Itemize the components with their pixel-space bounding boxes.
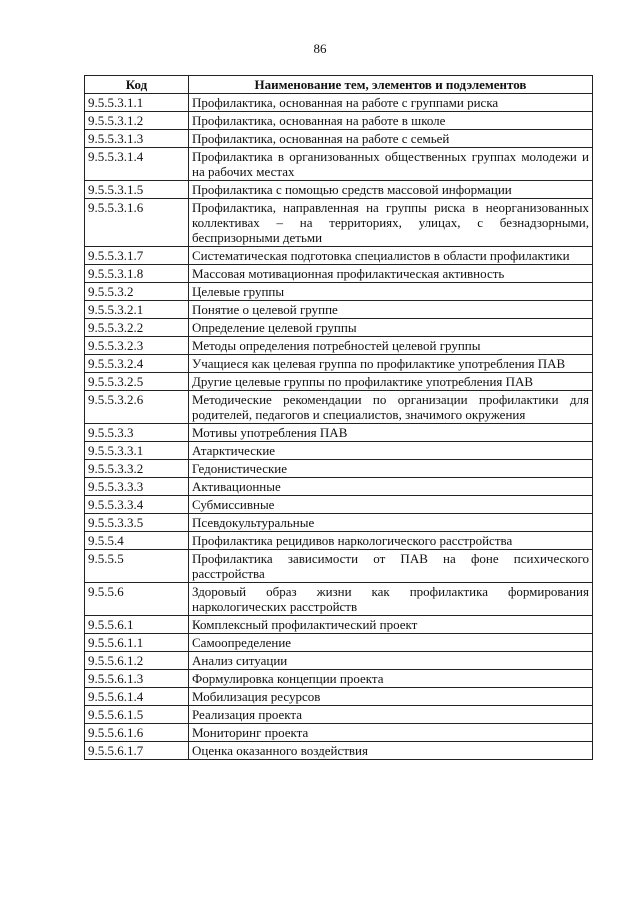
row-topic-name: Мониторинг проекта — [189, 724, 593, 742]
row-code: 9.5.5.3.2.3 — [85, 337, 189, 355]
table-row — [85, 724, 593, 742]
row-code: 9.5.5.3.1.7 — [85, 247, 189, 265]
row-code: 9.5.5.3.1.2 — [85, 112, 189, 130]
row-code: 9.5.5.3.1.4 — [85, 148, 189, 181]
row-code: 9.5.5.6 — [85, 583, 189, 616]
row-topic-name: Здоровый образ жизни как профилактика формирования наркологических расстройств — [189, 583, 593, 616]
row-topic-name: Профилактика, основанная на работе с группами риска — [189, 94, 593, 112]
row-topic-name: Псевдокультуральные — [189, 514, 593, 532]
row-topic-name: Профилактика рецидивов наркологического расстройства — [189, 532, 593, 550]
table-row — [85, 112, 593, 130]
table-row — [85, 583, 593, 616]
row-topic-name: Мотивы употребления ПАВ — [189, 424, 593, 442]
row-code: 9.5.5.3.2.5 — [85, 373, 189, 391]
row-topic-name: Определение целевой группы — [189, 319, 593, 337]
row-topic-name: Активационные — [189, 478, 593, 496]
row-topic-name: Оценка оказанного воздействия — [189, 742, 593, 760]
table-row — [85, 424, 593, 442]
table-row — [85, 706, 593, 724]
table-header-row — [85, 76, 593, 94]
row-topic-name: Целевые группы — [189, 283, 593, 301]
row-code: 9.5.5.6.1.3 — [85, 670, 189, 688]
row-topic-name: Методические рекомендации по организации профилактики для родителей, педагогов и специалистов, значимого окружения — [189, 391, 593, 424]
row-code: 9.5.5.3.1.3 — [85, 130, 189, 148]
row-topic-name: Профилактика в организованных общественных группах молодежи и на рабочих местах — [189, 148, 593, 181]
row-code: 9.5.5.3.1.8 — [85, 265, 189, 283]
row-topic-name: Анализ ситуации — [189, 652, 593, 670]
table-row — [85, 496, 593, 514]
table-row — [85, 442, 593, 460]
table-row — [85, 616, 593, 634]
row-topic-name: Профилактика зависимости от ПАВ на фоне психического расстройства — [189, 550, 593, 583]
row-code: 9.5.5.6.1 — [85, 616, 189, 634]
table-row — [85, 532, 593, 550]
row-code: 9.5.5.3.1.6 — [85, 199, 189, 247]
row-topic-name: Профилактика, основанная на работе с семьей — [189, 130, 593, 148]
table-row — [85, 688, 593, 706]
row-topic-name: Учащиеся как целевая группа по профилактике употребления ПАВ — [189, 355, 593, 373]
row-topic-name: Гедонистические — [189, 460, 593, 478]
row-code: 9.5.5.6.1.4 — [85, 688, 189, 706]
table-row — [85, 634, 593, 652]
table-row — [85, 355, 593, 373]
table-row — [85, 319, 593, 337]
row-topic-name: Атарктические — [189, 442, 593, 460]
row-code: 9.5.5.3.3.2 — [85, 460, 189, 478]
row-code: 9.5.5.6.1.7 — [85, 742, 189, 760]
row-topic-name: Профилактика, основанная на работе в школе — [189, 112, 593, 130]
row-code: 9.5.5.3.1.5 — [85, 181, 189, 199]
table-row — [85, 550, 593, 583]
table-row — [85, 283, 593, 301]
column-header-code: Код — [85, 76, 189, 94]
row-topic-name: Понятие о целевой группе — [189, 301, 593, 319]
table-row — [85, 199, 593, 247]
table-row — [85, 514, 593, 532]
table-row — [85, 670, 593, 688]
table-row — [85, 373, 593, 391]
table-row — [85, 247, 593, 265]
row-code: 9.5.5.3.3.4 — [85, 496, 189, 514]
row-topic-name: Самоопределение — [189, 634, 593, 652]
table-row — [85, 460, 593, 478]
row-topic-name: Реализация проекта — [189, 706, 593, 724]
row-topic-name: Систематическая подготовка специалистов в области профилактики — [189, 247, 593, 265]
row-topic-name: Субмиссивные — [189, 496, 593, 514]
row-topic-name: Формулировка концепции проекта — [189, 670, 593, 688]
row-topic-name: Комплексный профилактический проект — [189, 616, 593, 634]
row-topic-name: Профилактика с помощью средств массовой информации — [189, 181, 593, 199]
column-header-name: Наименование тем, элементов и подэлементов — [189, 76, 593, 94]
table-body — [85, 94, 593, 760]
topics-table — [84, 75, 593, 760]
row-code: 9.5.5.6.1.1 — [85, 634, 189, 652]
table-row — [85, 301, 593, 319]
row-topic-name: Методы определения потребностей целевой группы — [189, 337, 593, 355]
row-code: 9.5.5.3.3.1 — [85, 442, 189, 460]
table-row — [85, 148, 593, 181]
row-code: 9.5.5.3.2.4 — [85, 355, 189, 373]
row-code: 9.5.5.3.3.5 — [85, 514, 189, 532]
row-topic-name: Другие целевые группы по профилактике употребления ПАВ — [189, 373, 593, 391]
table-row — [85, 742, 593, 760]
row-topic-name: Массовая мотивационная профилактическая активность — [189, 265, 593, 283]
row-code: 9.5.5.6.1.5 — [85, 706, 189, 724]
row-code: 9.5.5.3.2 — [85, 283, 189, 301]
table-row — [85, 130, 593, 148]
table-row — [85, 478, 593, 496]
table-row — [85, 391, 593, 424]
table-row — [85, 181, 593, 199]
page-number: 86 — [313, 41, 327, 56]
table-row — [85, 652, 593, 670]
row-code: 9.5.5.3.2.1 — [85, 301, 189, 319]
row-topic-name: Профилактика, направленная на группы риска в неорганизованных коллективах – на территориях, улицах, с безнадзорными, беспризорными детьми — [189, 199, 593, 247]
row-code: 9.5.5.3.3 — [85, 424, 189, 442]
row-code: 9.5.5.6.1.2 — [85, 652, 189, 670]
row-code: 9.5.5.3.2.2 — [85, 319, 189, 337]
table-row — [85, 265, 593, 283]
row-code: 9.5.5.6.1.6 — [85, 724, 189, 742]
row-code: 9.5.5.4 — [85, 532, 189, 550]
row-topic-name: Мобилизация ресурсов — [189, 688, 593, 706]
row-code: 9.5.5.3.3.3 — [85, 478, 189, 496]
row-code: 9.5.5.3.1.1 — [85, 94, 189, 112]
row-code: 9.5.5.5 — [85, 550, 189, 583]
table-row — [85, 94, 593, 112]
table-row — [85, 337, 593, 355]
row-code: 9.5.5.3.2.6 — [85, 391, 189, 424]
